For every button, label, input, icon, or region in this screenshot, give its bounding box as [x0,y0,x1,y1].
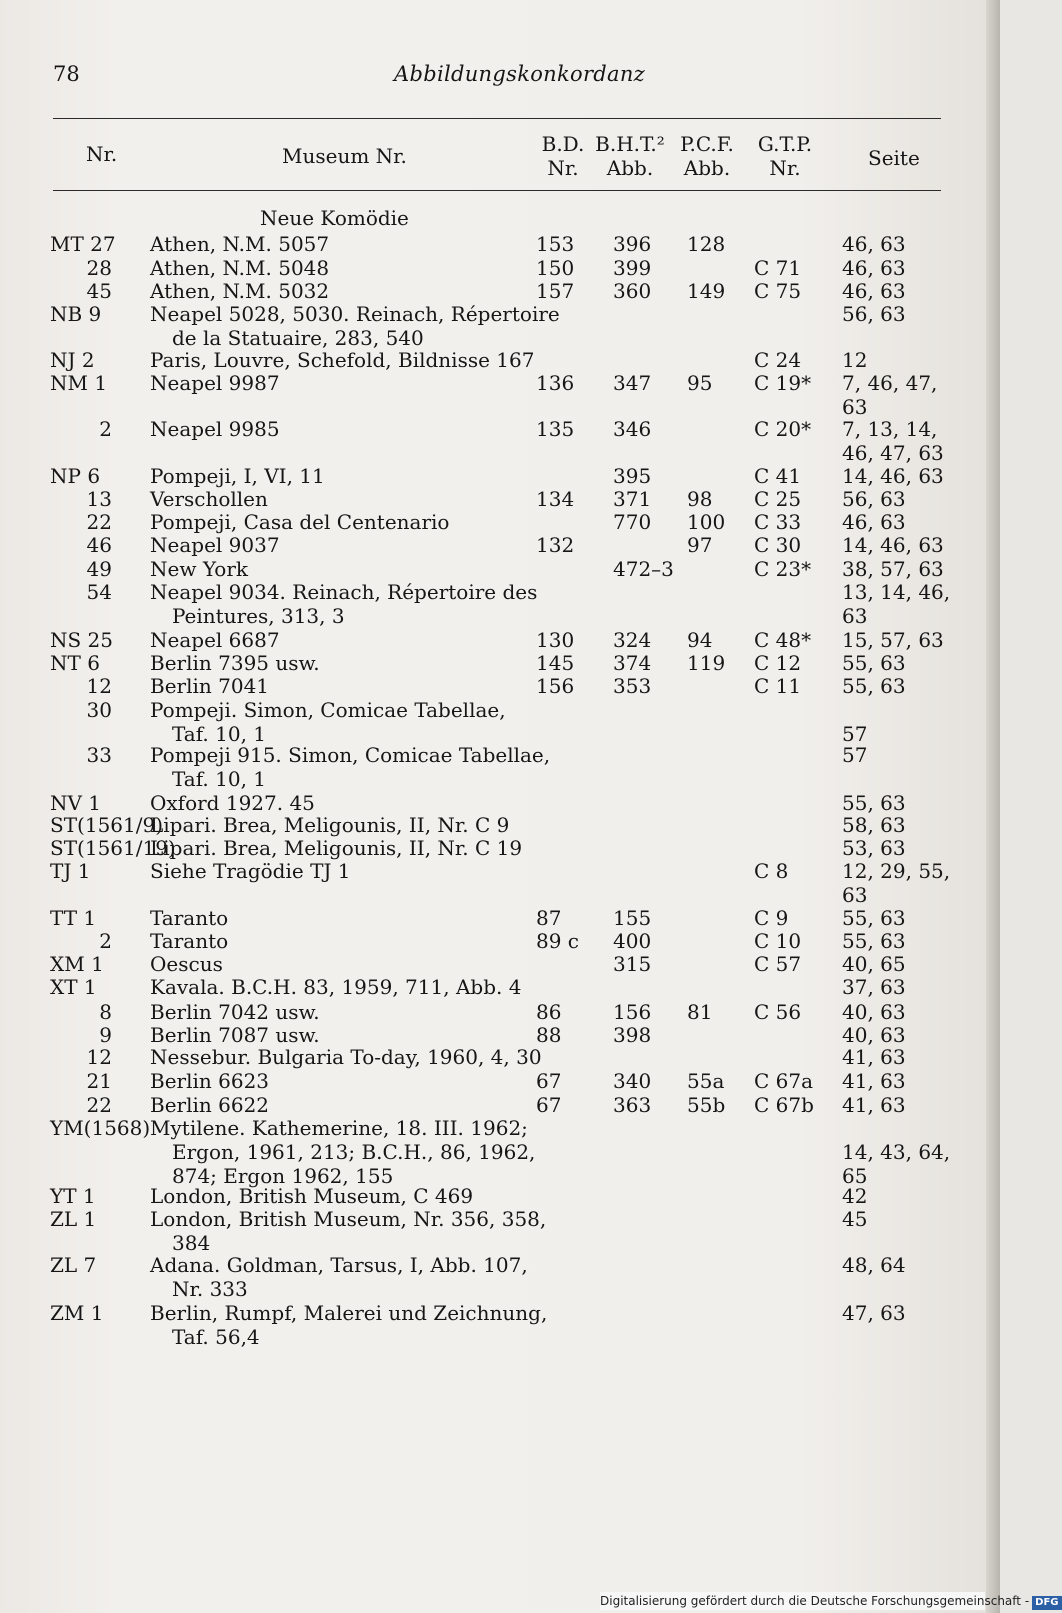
row-nr: 45 [86,279,112,303]
row-nr: 30 [86,698,112,722]
row-seite: 13, 14, 46, 63 [842,580,951,628]
row-nr: 21 [86,1069,112,1093]
row-museum: Adana. Goldman, Tarsus, I, Abb. 107, Nr. 333 [150,1253,528,1301]
row-seite: 55, 63 [842,791,906,815]
row-seite: 42 [842,1184,868,1208]
row-nr: 28 [86,256,112,280]
row-nr: NS 25 [50,628,114,652]
row-nr: 22 [86,510,112,534]
row-gtp: C 56 [754,1000,802,1024]
row-museum: Kavala. B.C.H. 83, 1959, 711, Abb. 4 [150,975,522,999]
row-nr: 13 [86,487,112,511]
row-gtp: C 9 [754,906,789,930]
row-museum: Siehe Tragödie TJ 1 [150,859,351,883]
row-gtp: C 30 [754,533,802,557]
top-rule [53,118,941,119]
row-nr: NV 1 [50,791,102,815]
row-museum: New York [150,557,248,581]
row-bd: 135 [536,417,575,441]
row-gtp: C 57 [754,952,802,976]
row-gtp: C 24 [754,348,802,372]
row-nr: 9 [99,1023,112,1047]
row-museum: Athen, N.M. 5057 [150,232,330,256]
row-seite: 40, 65 [842,952,906,976]
row-museum: London, British Museum, C 469 [150,1184,474,1208]
row-nr: 12 [86,1045,112,1069]
row-seite: 12, 29, 55, 63 [842,859,951,907]
row-nr: MT 27 [50,232,116,256]
row-gtp: C 12 [754,651,802,675]
row-nr: NB 9 [50,302,102,326]
row-bd: 87 [536,906,562,930]
row-nr: 49 [86,557,112,581]
row-gtp: C 48* [754,628,812,652]
row-museum: Oxford 1927. 45 [150,791,315,815]
row-seite: 38, 57, 63 [842,557,944,581]
row-nr: 33 [86,743,112,767]
row-seite: 58, 63 [842,813,906,837]
row-seite: 37, 63 [842,975,906,999]
row-nr: 46 [86,533,112,557]
row-seite: 46, 63 [842,279,906,303]
row-gtp: C 8 [754,859,789,883]
row-museum: Berlin 6622 [150,1093,270,1117]
row-museum: Lipari. Brea, Meligounis, II, Nr. C 9 [150,813,510,837]
row-seite: 46, 63 [842,256,906,280]
row-seite: 55, 63 [842,651,906,675]
row-museum: Berlin 7042 usw. [150,1000,320,1024]
section-title: Neue Komödie [260,206,409,230]
row-seite: 47, 63 [842,1301,906,1325]
row-seite: 7, 46, 47, 63 [842,371,938,419]
row-gtp: C 19* [754,371,812,395]
row-bht: 360 [613,279,652,303]
column-header-seite: Seite [868,146,920,170]
row-museum: Taranto [150,929,229,953]
row-museum: Neapel 9985 [150,417,280,441]
row-museum: Neapel 6687 [150,628,280,652]
row-nr: ZL 1 [50,1207,97,1231]
row-museum: Berlin 7087 usw. [150,1023,320,1047]
row-nr: NT 6 [50,651,100,675]
row-nr: 2 [99,417,112,441]
row-bht: 340 [613,1069,652,1093]
row-pcf: 128 [687,232,726,256]
row-bht: 770 [613,510,652,534]
row-bht: 347 [613,371,652,395]
row-pcf: 55b [687,1093,726,1117]
page-number: 78 [53,62,80,86]
column-header-nr: Nr. [86,142,118,166]
row-bht: 399 [613,256,652,280]
row-bht: 155 [613,906,652,930]
row-seite: 12 [842,348,868,372]
row-gtp: C 20* [754,417,812,441]
row-seite: 14, 46, 63 [842,464,944,488]
row-nr: YM(1568) [50,1116,151,1140]
row-bd: 130 [536,628,575,652]
row-pcf: 55a [687,1069,725,1093]
row-seite: 55, 63 [842,906,906,930]
row-nr: ZL 7 [50,1253,97,1277]
row-gtp: C 67b [754,1093,814,1117]
row-seite: 41, 63 [842,1069,906,1093]
row-seite: 40, 63 [842,1023,906,1047]
row-seite: 57 [842,722,868,746]
column-header-museum: Museum Nr. [282,144,407,168]
row-museum: Verschollen [150,487,268,511]
row-museum: Oescus [150,952,223,976]
row-bht: 398 [613,1023,652,1047]
row-bd: 145 [536,651,575,675]
row-bd: 136 [536,371,575,395]
row-nr: TT 1 [50,906,97,930]
row-gtp: C 41 [754,464,802,488]
row-museum: Berlin, Rumpf, Malerei und Zeichnung, Taf. 56,4 [150,1301,548,1349]
row-nr: ST(1561/9) [50,813,164,837]
row-seite: 41, 63 [842,1093,906,1117]
row-seite: 48, 64 [842,1253,906,1277]
footer-credit: Digitalisierung gefördert durch die Deutsche Forschungsgemeinschaft - DFG [600,1592,985,1610]
row-bd: 157 [536,279,575,303]
row-gtp: C 67a [754,1069,814,1093]
row-bd: 89 c [536,929,580,953]
row-seite: 53, 63 [842,836,906,860]
row-gtp: C 23* [754,557,812,581]
row-bht: 346 [613,417,652,441]
row-bht: 371 [613,487,652,511]
row-museum: Neapel 9987 [150,371,280,395]
row-museum: Mytilene. Kathemerine, 18. III. 1962; Ergon, 1961, 213; B.C.H., 86, 1962, 874; Ergon 1962, 155 [150,1116,536,1188]
row-bd: 86 [536,1000,562,1024]
row-gtp: C 33 [754,510,802,534]
row-museum: Berlin 7395 usw. [150,651,320,675]
row-bd: 67 [536,1069,562,1093]
row-museum: Paris, Louvre, Schefold, Bildnisse 167 [150,348,535,372]
row-gtp: C 10 [754,929,802,953]
column-header-bht: B.H.T.² Abb. [595,132,665,180]
row-bd: 88 [536,1023,562,1047]
row-bht: 353 [613,674,652,698]
row-nr: NJ 2 [50,348,95,372]
row-museum: Neapel 9034. Reinach, Répertoire des Peintures, 313, 3 [150,580,538,628]
column-header-bd: B.D. Nr. [541,132,585,180]
row-seite: 14, 46, 63 [842,533,944,557]
row-seite: 46, 63 [842,232,906,256]
row-museum: Pompeji, Casa del Centenario [150,510,450,534]
row-seite: 41, 63 [842,1045,906,1069]
row-nr: 8 [99,1000,112,1024]
row-gtp: C 71 [754,256,802,280]
row-museum: Neapel 9037 [150,533,280,557]
row-seite: 56, 63 [842,302,906,326]
row-bht: 396 [613,232,652,256]
running-title: Abbildungskonkordanz [394,62,646,86]
row-museum: Berlin 7041 [150,674,270,698]
row-pcf: 94 [687,628,713,652]
row-pcf: 97 [687,533,713,557]
row-nr: ST(1561/19) [50,836,176,860]
row-museum: Pompeji 915. Simon, Comicae Tabellae, Taf. 10, 1 [150,743,551,791]
row-pcf: 81 [687,1000,713,1024]
row-pcf: 98 [687,487,713,511]
column-header-pcf: P.C.F. Abb. [680,132,734,180]
row-seite: 46, 63 [842,510,906,534]
row-nr: 12 [86,674,112,698]
row-seite: 14, 43, 64, 65 [842,1140,951,1188]
row-nr: 54 [86,580,112,604]
row-bht: 472–3 [613,557,674,581]
page-edge [986,0,1000,1613]
row-gtp: C 75 [754,279,802,303]
row-bd: 150 [536,256,575,280]
row-nr: XM 1 [50,952,104,976]
row-bht: 363 [613,1093,652,1117]
row-seite: 15, 57, 63 [842,628,944,652]
row-nr: YT 1 [50,1184,96,1208]
header-rule [53,190,941,191]
row-pcf: 100 [687,510,726,534]
row-museum: Berlin 6623 [150,1069,270,1093]
row-museum: Pompeji. Simon, Comicae Tabellae, Taf. 10, 1 [150,698,506,746]
row-bht: 156 [613,1000,652,1024]
row-pcf: 95 [687,371,713,395]
row-nr: XT 1 [50,975,97,999]
row-museum: Pompeji, I, VI, 11 [150,464,325,488]
row-gtp: C 25 [754,487,802,511]
row-seite: 40, 63 [842,1000,906,1024]
row-gtp: C 11 [754,674,802,698]
row-seite: 55, 63 [842,929,906,953]
row-bht: 374 [613,651,652,675]
row-museum: Athen, N.M. 5048 [150,256,330,280]
row-bht: 400 [613,929,652,953]
row-seite: 7, 13, 14, 46, 47, 63 [842,417,944,465]
row-museum: London, British Museum, Nr. 356, 358, 384 [150,1207,547,1255]
row-seite: 55, 63 [842,674,906,698]
row-museum: Nessebur. Bulgaria To-day, 1960, 4, 30 [150,1045,542,1069]
row-seite: 56, 63 [842,487,906,511]
row-museum: Athen, N.M. 5032 [150,279,330,303]
row-bht: 315 [613,952,652,976]
row-bd: 156 [536,674,575,698]
row-nr: NP 6 [50,464,101,488]
row-seite: 57 [842,743,868,767]
row-bd: 153 [536,232,575,256]
row-museum: Lipari. Brea, Meligounis, II, Nr. C 19 [150,836,523,860]
row-bht: 324 [613,628,652,652]
row-nr: 22 [86,1093,112,1117]
row-nr: ZM 1 [50,1301,104,1325]
row-nr: TJ 1 [50,859,91,883]
row-bht: 395 [613,464,652,488]
row-seite: 45 [842,1207,868,1231]
row-bd: 134 [536,487,575,511]
row-museum: Neapel 5028, 5030. Reinach, Répertoire de la Statuaire, 283, 540 [150,302,560,350]
row-bd: 67 [536,1093,562,1117]
dfg-logo: DFG [1032,1596,1061,1610]
row-pcf: 119 [687,651,726,675]
row-nr: 2 [99,929,112,953]
column-header-gtp: G.T.P. Nr. [757,132,813,180]
row-nr: NM 1 [50,371,108,395]
row-pcf: 149 [687,279,726,303]
row-bd: 132 [536,533,575,557]
row-museum: Taranto [150,906,229,930]
